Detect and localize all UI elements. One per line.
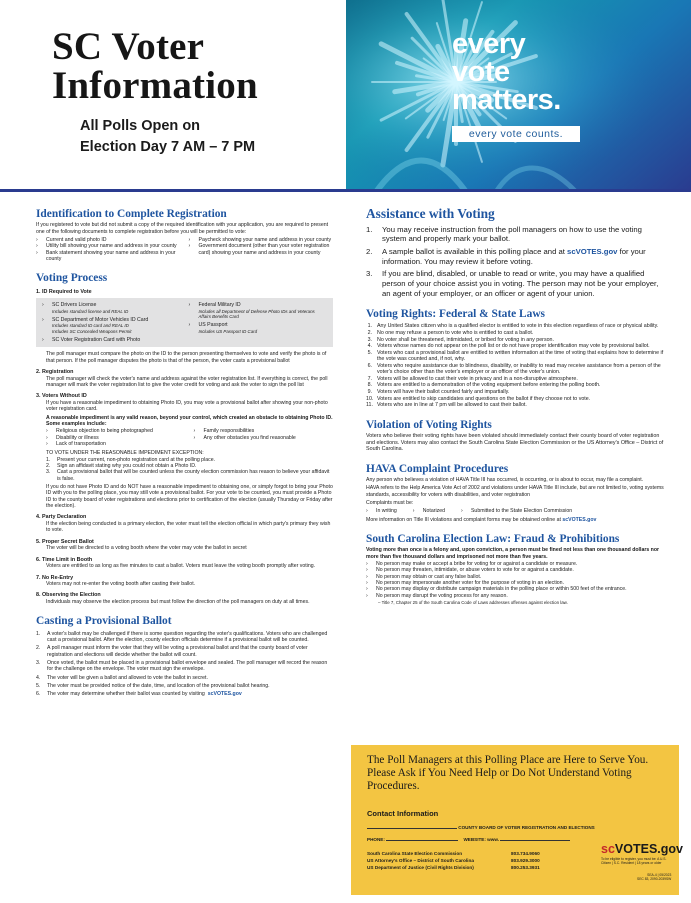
contact-phone[interactable]: 800.253.3931 (511, 864, 540, 870)
hava-requirement-text: Notarized (422, 508, 445, 515)
title-line-2: Information (52, 63, 258, 107)
voting-right-item-text: Voters who cast a provisional ballot are entitled to written information at the time of voting that explains how to determine if the vote was counted and, if not, why. (377, 349, 664, 363)
bullet-marker: › (42, 302, 44, 309)
provisional-item-text: The voter will be given a ballot and allowed to vote the ballot in secret. (47, 674, 208, 681)
vp-paragraph-6: Voters are entitled to as long as five minutes to cast a ballot. Voters must leave the voting booth promptly after voting. (46, 563, 316, 570)
fraud-prohibition-text: No person may threaten, intimidate, or abuse voters to vote for or against a candidate. (376, 567, 574, 574)
item-number: 6. (36, 691, 41, 698)
hava-heading: HAVA Complaint Procedures (366, 462, 509, 475)
provisional-item-text: Once voted, the ballot must be placed in a provisional ballot envelope and sealed. The poll manager will record the reason for the challenge on the envelope. The voter must sign the envelope. (47, 660, 328, 673)
logo-votes: VOTES.gov (614, 842, 683, 856)
assistance-text: If you are blind, disabled, or unable to read or write, you may have a qualified person of your choice assist you in voting. The person may not be your employer, an agent of your employer, or an officer or agent of your union. (382, 269, 659, 298)
item-number: 9. (367, 389, 372, 395)
accepted-id-right (189, 302, 328, 343)
assistance-item (366, 269, 664, 298)
provisional-ballot-heading: Casting a Provisional Ballot (36, 615, 172, 628)
bullet-marker: › (36, 236, 38, 243)
vp-heading-1: 1. ID Required to Vote (36, 288, 92, 295)
provisional-item-text: A poll manager must inform the voter that they will be voting a provisional ballot and that the county board of voter registration and elections will decide whether the ballot will count. (47, 645, 308, 658)
fraud-prohibition-text: No person may make or accept a bribe for voting for or against a candidate or measure. (376, 560, 578, 567)
bullet-marker: › (188, 302, 191, 309)
county-blank (367, 828, 457, 829)
provisional-item-text: A voter's ballot may be challenged if there is some question regarding the voter's qualifications. Voters who are challenged cast a provisional ballot. After the election, county election officials determine if a provisional ballot will be counted. (47, 630, 328, 643)
accepted-id-left (42, 302, 181, 343)
bullet-marker: › (188, 322, 191, 329)
id-docs-left (36, 237, 181, 262)
provisional-item (36, 683, 333, 689)
contact-row (367, 858, 567, 865)
voting-right-item (366, 402, 664, 409)
impediment-step-text: Cast a provisional ballot that will be counted unless the county election commission has reason to believe your affidavit is false. (57, 469, 330, 482)
impediment-left (46, 428, 186, 447)
voting-right-item-text: No voter shall be threatened, intimidated, or bribed for voting in any person. (377, 336, 554, 343)
assistance-heading: Assistance with Voting (366, 206, 495, 221)
id-document-item-text: Bank statement showing your name and address in your county (46, 249, 176, 262)
page-title (52, 25, 258, 107)
vp-paragraph-3d: If you do not have Photo ID and do NOT have a reasonable impediment to obtaining one, or simply forgot to bring your Photo ID with you to the polling place, you may still vote a provisional ballot. For your vote to be counted, you must provide a Photo ID to the county board of voter registrations and elections prior to certification of the election (usually Thursday or Friday after the election). (46, 484, 333, 510)
vp-paragraph-3c: TO VOTE UNDER THE REASONABLE IMPEDIMENT EXCEPTION: (46, 450, 204, 457)
title-line-1: SC Voter (52, 25, 205, 68)
bullet-marker: › (366, 567, 368, 574)
county-board-line (367, 825, 595, 831)
accepted-id-item-text: Federal Military ID (198, 302, 241, 309)
bullet-marker: › (46, 440, 48, 447)
vp-heading-6: 6. Time Limit in Booth (36, 556, 93, 563)
vp-paragraph-5: The voter will be directed to a voting booth where the voter may vote the ballot in secret (46, 545, 247, 552)
id-document-item-text: Government document (other than your voter registration card) showing your name and address in your county (198, 243, 330, 256)
fraud-prohibition (366, 593, 664, 599)
header-bottom-stripe (0, 189, 691, 192)
contact-phone[interactable]: 803.929.3000 (511, 857, 540, 863)
bullet-marker: › (366, 573, 368, 580)
bullet-marker: › (36, 249, 38, 256)
bullet-marker: › (366, 592, 368, 599)
voting-right-item (366, 350, 664, 363)
item-number: 11. (366, 402, 373, 409)
identification-documents (36, 237, 333, 262)
provisional-ballot-list (36, 631, 333, 698)
accepted-id-note: Includes US Passport ID Card (198, 328, 258, 334)
assistance-list (366, 225, 664, 298)
accepted-id-note: Includes standard license and REAL ID (52, 308, 129, 314)
vp-paragraph-3b: A reasonable impediment is any valid reason, beyond your control, which created an obstacle to obtaining Photo ID. Some examples include: (46, 414, 333, 427)
item-number: 7. (367, 375, 372, 382)
id-document-item-text: Paycheck showing your name and address in your county (198, 236, 332, 243)
contact-phone[interactable]: 803.734.9060 (511, 851, 540, 856)
hava-requirement-text: In writing (376, 508, 397, 515)
item-number: 4. (367, 343, 372, 350)
voting-right-item-text: Voters whose names do not appear on the poll list or do not have proper identification may vote by provisional ballot. (377, 343, 650, 350)
violation-heading: Violation of Voting Rights (366, 418, 492, 431)
hava-p3: Complaints must be: (366, 500, 414, 506)
hava-requirements (366, 508, 664, 514)
bullet-marker: › (46, 434, 48, 441)
accepted-id-item-text: SC Drivers License (52, 302, 97, 309)
impediment-item-text: Religious objection to being photographed (56, 428, 153, 435)
voting-right-item (366, 363, 664, 376)
provisional-item-text: The voter may determine whether their ballot was counted by visiting (47, 691, 205, 698)
form-code-1: SEA-4 | 05/2023 (647, 873, 672, 877)
every-vote-matters-slogan (452, 28, 561, 117)
slogan-every: every (452, 28, 526, 60)
fraud-lead: Voting more than once is a felony and, upon conviction, a person must be fined not less than one thousand dollars nor more than five thousand dollars and imprisoned not more than five years. (366, 547, 660, 560)
assistance-item (366, 225, 664, 244)
vp-heading-8: 8. Observing the Election (36, 592, 101, 599)
id-document-item (36, 250, 181, 263)
impediment-item-text: Lack of transportation (56, 440, 106, 447)
item-number: 1. (367, 323, 372, 330)
accepted-id-item-text: SC Voter Registration Card with Photo (52, 336, 141, 343)
id-docs-right (189, 237, 334, 262)
vp-heading-5: 5. Proper Secret Ballot (36, 538, 94, 545)
item-number: 2. (366, 247, 373, 256)
bullet-marker: › (36, 243, 38, 250)
voting-rights-heading: Voting Rights: Federal & State Laws (366, 308, 545, 321)
impediment-step-text: Sign an affidavit stating why you could not obtain a Photo ID. (57, 462, 197, 469)
item-number: 6. (367, 362, 372, 369)
form-code (637, 873, 671, 882)
hava-requirement (461, 508, 572, 514)
item-number: 1. (366, 224, 373, 234)
assistance-item (366, 247, 664, 266)
impediment-step (46, 469, 333, 482)
right-column (366, 206, 664, 605)
fraud-note: – Title 7, Chapter 25 of the South Carolina Code of Laws addresses offenses against election law. (378, 600, 568, 606)
contact-name: US Department of Justice (Civil Rights Division) (367, 864, 474, 870)
vp-heading-4: 4. Party Declaration (36, 514, 87, 521)
impediment-steps (36, 457, 333, 482)
scvotes-logo (601, 842, 683, 857)
phone-label: PHONE: (367, 837, 385, 842)
left-column (36, 207, 333, 698)
voting-right-item-text: Voters who require assistance due to blindness, disability, or inability to read may receive assistance from a person of the voter's choice other than the voter's employer or an officer of the voter's union. (377, 362, 661, 376)
scvotes-link[interactable]: scVOTES.gov (207, 691, 242, 698)
identification-heading: Identification to Complete Registration (36, 208, 227, 220)
vp-heading-2: 2. Registration (36, 369, 74, 375)
header-banner (0, 0, 691, 192)
impediment-right (194, 428, 334, 447)
vp-paragraph-3: If you have a reasonable impediment to obtaining Photo ID, you may vote a provisional ballot after showing your non-photo voter registration card. (46, 399, 328, 413)
contact-name: South Carolina State Election Commission (367, 851, 463, 856)
hava-p4-text: More information on Title III violations and complaint forms may be obtained online at (366, 516, 561, 523)
website-blank (500, 840, 570, 841)
contact-box (351, 745, 683, 895)
phone-website-line (367, 837, 570, 843)
impediment-step-text: Present your current, non-photo registration card at the polling place. (57, 456, 216, 463)
contact-rows (367, 851, 567, 871)
accepted-id-item-text: SC Department of Motor Vehicles ID Card (52, 316, 149, 323)
slogan-matters: matters. (452, 84, 561, 117)
impediment-item-text: Disability or illness (56, 434, 99, 441)
contact-row (367, 851, 567, 858)
provisional-item (36, 645, 333, 658)
violation-text: Voters who believe their voting rights have been violated should immediately contact their county board of voter registration and elections. Voters may also contact the South Carolina State Election Commission or the US Attorney's Office – District of South Carolina. (366, 432, 664, 453)
provisional-item (36, 660, 333, 673)
vp-paragraph-2: The poll manager will check the voter's name and address against the voter registration list. If everything is correct, the poll manager will mark the voter registration list to give the voter credit for voting and ask the voter to sign the poll list (46, 375, 328, 388)
bullet-marker: › (366, 586, 368, 593)
accepted-id-note: Includes standard ID card and REAL ID (52, 323, 129, 329)
hava-requirement (413, 508, 445, 514)
every-vote-counts-tagline: every vote counts. (452, 126, 580, 142)
vp-paragraph-1: The poll manager must compare the photo on the ID to the person presenting themselves to vote and verify the photo is of that person. If the poll manager disputes the photo is that of the person, the voter casts a provisional ballot (46, 351, 327, 364)
voting-right-item-text: No one may refuse a person to vote who is entitled to cast a ballot. (377, 329, 534, 336)
hava-requirement (366, 508, 397, 514)
item-number: 1. (36, 630, 41, 637)
accepted-id-note: Includes SC Concealed Weapons Permit (52, 328, 132, 334)
vp-paragraph-4: If the election being conducted is a primary election, the voter must tell the election official in which party's primary they wish to vote. (46, 520, 331, 534)
impediment-examples (36, 428, 333, 447)
logo-sc: sc (601, 842, 615, 856)
voting-right-item-text: Voters are entitled to skip candidates and questions on the ballot if they choose not to vote. (377, 395, 591, 402)
id-document-item-text: Utility bill showing your name and address in your county (46, 243, 177, 250)
poll-managers-banner: The Poll Managers at this Polling Place are Here to Serve You. Please Ask if You Need Help or Do Not Understand Voting Procedures. (367, 754, 649, 793)
phone-blank (386, 840, 458, 841)
contact-row (367, 865, 567, 872)
assistance-text-tail: for your information. You may review it before voting. (382, 247, 646, 266)
hava-p1: Any person who believes a violation of HAVA Title III has occurred, is occurring, or is about to occur, may file a complaint. (366, 476, 644, 483)
fraud-prohibition-text: No person may display or distribute campaign materials in the polling place or within 500 feet of the entrance. (376, 586, 627, 593)
bullet-marker: › (193, 434, 196, 441)
item-number: 3. (367, 336, 372, 343)
bullet-marker: › (460, 508, 463, 515)
bullet-marker: › (366, 508, 368, 515)
provisional-item (36, 631, 333, 644)
voting-right-item-text: Voters who are in line at 7 pm will be allowed to cast their ballot. (377, 402, 527, 409)
accepted-id-item-text: US Passport (198, 322, 228, 329)
vp-heading-3: 3. Voters Without ID (36, 393, 87, 400)
scvotes-link[interactable]: scVOTES.gov (567, 247, 618, 256)
impediment-item (46, 441, 186, 447)
item-number: 3. (366, 269, 373, 279)
accepted-id-columns (42, 302, 327, 343)
impediment-item-text: Any other obstacles you find reasonable (203, 434, 296, 441)
assistance-text: You may receive instruction from the poll managers on how to use the voting system and properly mark your ballot. (382, 224, 642, 244)
bullet-marker: › (46, 428, 48, 435)
item-number: 5. (367, 349, 372, 356)
fraud-prohibition-text: No person may disrupt the voting process for any reason. (376, 592, 508, 599)
accepted-id-item (42, 337, 181, 343)
assistance-text-lead: A sample ballot is available in this polling place and at (382, 247, 565, 256)
identification-intro: If you registered to vote but did not submit a copy of the required identification with your application, you are required to present one of the following documents to complete registration before you will be permitted to vote: (36, 222, 329, 235)
bullet-marker: › (188, 236, 191, 243)
header-title-panel (0, 0, 346, 192)
voting-right-item-text: Voters are entitled to a demonstration of the voting equipment before entering the polling booth. (377, 382, 601, 389)
item-number: 3. (46, 469, 51, 476)
impediment-item-text: Family responsibilities (203, 428, 255, 435)
vp-paragraph-7: Voters may not re-enter the voting booth after casting their ballot. (46, 581, 196, 588)
item-number: 2. (367, 329, 372, 336)
contact-heading: Contact Information (367, 809, 439, 818)
scvotes-link[interactable]: scVOTES.gov (562, 516, 597, 523)
eligibility-note: To be eligible to register, you must be: A U.S. Citizen | S.C. Resident | 18 years or older (601, 857, 667, 865)
hava-requirement-text: Submitted to the State Election Commission (470, 508, 573, 515)
bullet-marker: › (193, 428, 196, 435)
item-number: 2. (46, 462, 51, 469)
bullet-marker: › (366, 560, 368, 567)
bullet-marker: › (188, 243, 191, 250)
county-board-label: COUNTY BOARD OF VOTER REGISTRATION AND ELECTIONS (458, 825, 595, 830)
provisional-item (36, 691, 333, 697)
contact-name: US Attorney's Office – District of South Carolina (367, 857, 474, 863)
voting-rights-list (366, 323, 664, 408)
subtitle-line-1: All Polls Open on (80, 118, 201, 134)
voting-process-heading: Voting Process (36, 272, 108, 285)
accepted-id-box (36, 298, 333, 347)
item-number: 3. (36, 660, 41, 667)
hava-p4 (366, 517, 664, 523)
item-number: 5. (36, 683, 41, 690)
voting-right-item-text: Any United States citizen who is a qualified elector is entitled to vote in this election regardless of race or physical ability. (377, 323, 659, 330)
form-code-2: SEC 83, 2090-2039SW (637, 877, 672, 882)
item-number: 1. (46, 456, 51, 463)
provisional-item (36, 675, 333, 681)
fraud-list (366, 561, 664, 599)
hava-p2: HAVA refers to the Help America Vote Act of 2002 and violations under HAVA Title III include, but are not limited to, voting systems standards, accessibility for voters with disabilities, and voter registration (366, 485, 664, 498)
bullet-marker: › (42, 316, 44, 323)
item-number: 2. (36, 645, 41, 652)
voting-right-item-text: Voters will have their ballot counted fairly and impartially. (377, 389, 510, 395)
polls-open-subtitle (80, 116, 255, 157)
provisional-item-text: The voter must be provided notice of the date, time, and location of the provisional ballot hearing. (47, 683, 270, 690)
fraud-heading: South Carolina Election Law: Fraud & Prohibitions (366, 533, 620, 546)
slogan-vote: vote (452, 56, 510, 89)
accepted-id-note: Includes all Department of Defense Photo IDs and Veterans Affairs Benefits Card (198, 308, 315, 319)
vp-heading-7: 7. No Re-Entry (36, 574, 74, 581)
bullet-marker: › (366, 580, 368, 586)
website-label: WEBSITE: www. (463, 837, 499, 842)
id-document-item-text: Current and valid photo ID (46, 236, 107, 243)
bullet-marker: › (42, 336, 44, 343)
impediment-item (194, 435, 334, 441)
assistance-text (382, 247, 664, 266)
fraud-prohibition-text: No person may obtain or cast any false ballot. (376, 573, 482, 580)
item-number: 10. (366, 395, 374, 402)
bullet-marker: › (412, 508, 415, 515)
item-number: 4. (36, 674, 41, 681)
id-document-item (189, 243, 334, 256)
voting-right-item-text: Voters will be allowed to cast their vote in privacy and in a non-disruptive atmosphere. (377, 375, 578, 382)
item-number: 8. (367, 382, 372, 389)
vp-paragraph-8: Individuals may observe the election process but must follow the direction of the poll managers on duty at all times. (46, 599, 310, 606)
subtitle-line-2: Election Day 7 AM – 7 PM (80, 138, 256, 155)
fraud-prohibition-text: No person may impersonate another voter for the purpose of voting in an election. (376, 580, 565, 586)
